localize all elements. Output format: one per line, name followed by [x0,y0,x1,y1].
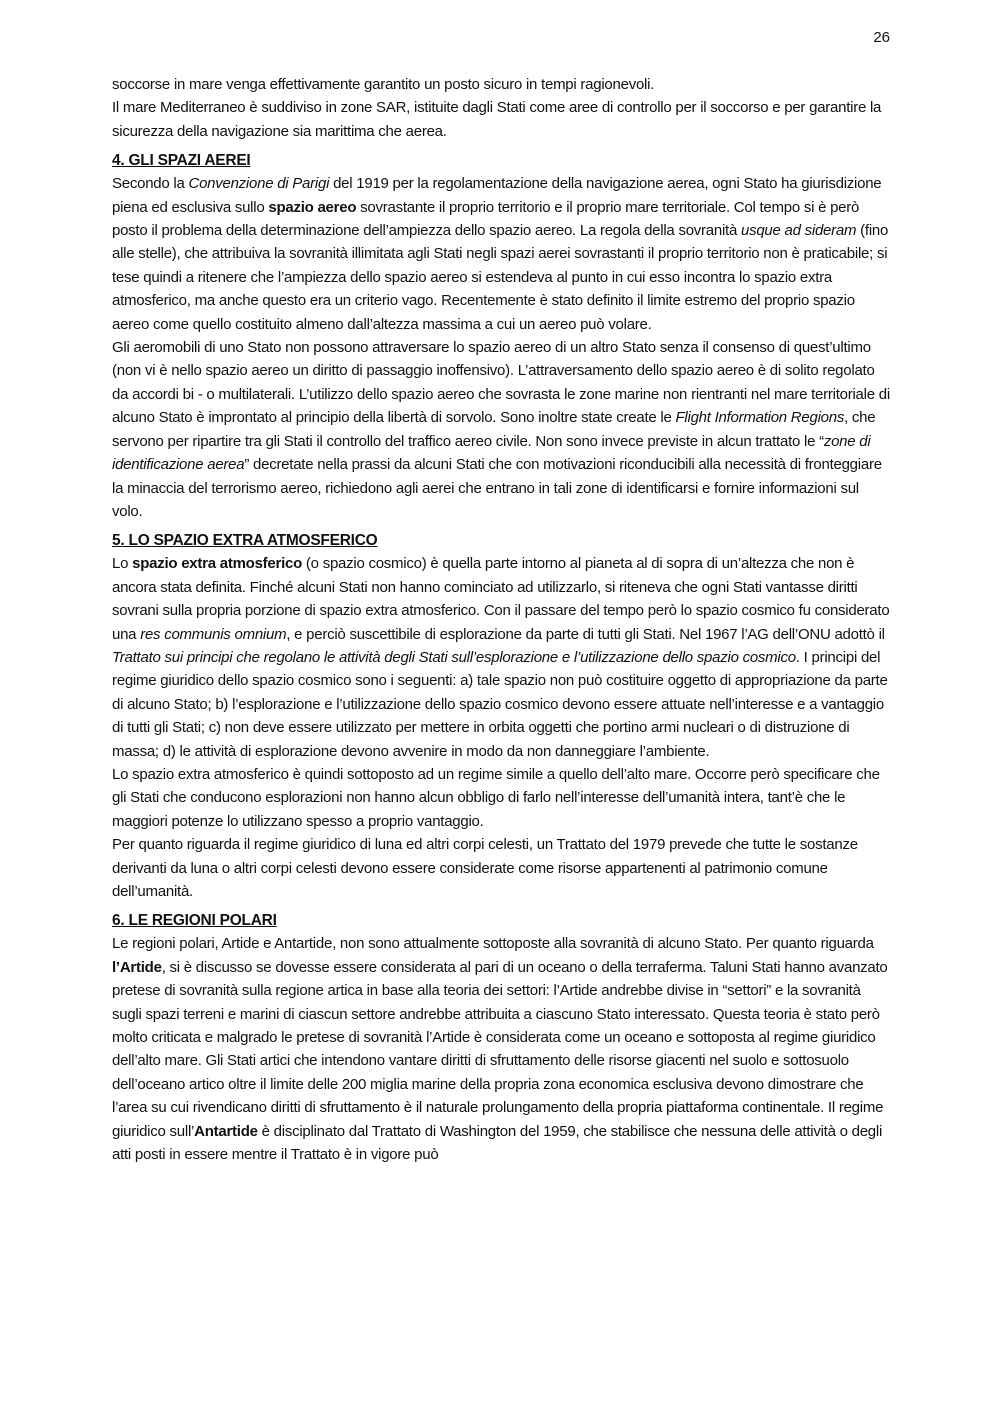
text-run: , si è discusso se dovesse essere considerata al pari di un oceano o della terraferma. Taluni Stati hanno avanzato pretese di sovranità sulla regione artica in base alla teoria dei settori: l’Artide andrebbe divise in “settori” e la sovranità sugli spazi terreni e marini di ciascun settore andrebbe attribuita a ciascuno Stato interessato. Questa teoria è stato però molto criticata e malgrado le pretese di sovranità l’Artide è considerata come un oceano e sottoposta al regime giuridico dell’alto mare. Gli Stati artici che intendono vantare diritti di sfruttamento delle risorse giacenti nel suolo e sottosuolo dell’oceano artico oltre il limite delle 200 miglia marine della propria zona economica esclusiva devono dimostrare che l’area su cui rivendicano diritti di sfruttamento è il naturale prolungamento della propria piattaforma continentale. Il regime giuridico sull’ [112,958,888,1140]
bold-text: Antartide [194,1122,258,1140]
text-run: , e perciò suscettibile di esplorazione da parte di tutti gli Stati. Nel 1967 l’AG dell’ONU adottò il [286,625,885,643]
section-heading [112,529,892,552]
paragraph [112,73,892,96]
text-run: 6. LE REGIONI POLARI [112,912,277,930]
italic-text: usque ad sideram [740,222,857,240]
text-run: soccorse in mare venga effettivamente garantito un posto sicuro in tempi ragionevoli. [112,76,655,93]
text-run: sovrastante il proprio territorio e il proprio mare territoriale. Col tempo si è però posto il problema della determinazione dell’ampiezza dello spazio aereo. La regola della sovranità [112,198,860,240]
paragraph [112,932,892,1166]
italic-text: zone di identificazione aerea [112,432,871,474]
section-heading [112,909,892,932]
italic-text: Trattato sui principi che regolano le attività degli Stati sull’esplorazione e l’utilizzazione dello spazio cosmico [112,648,796,666]
paragraph [112,336,892,523]
italic-text: Flight Information Regions [675,409,845,427]
text-run: Gli aeromobili di uno Stato non possono attraversare lo spazio aereo di un altro Stato senza il consenso di quest’ultimo (non vi è nello spazio aereo un diritto di passaggio inoffensivo). L’attraversamento dello spazio aereo è di solito regolato da accordi bi - o multilaterali. L’utilizzo dello spazio aereo che sovrasta le zone marine non rientranti nel mare territoriale di alcuno Stato è improntato al principio della libertà di sorvolo. Sono inoltre state create le [112,339,890,427]
paragraph [112,552,892,763]
text-run: . I principi del regime giuridico dello spazio cosmico sono i seguenti: a) tale spazio non può costituire oggetto di appropriazione da parte di alcuno Stato; b) l’esplorazione e l’utilizzazione dello spazio cosmico devono essere attuate nell’interesse e a vantaggio di tutti gli Stati; c) non deve essere utilizzato per mettere in orbita oggetti che portino armi nucleari o di distruzione di massa; d) le attività di esplorazione devono avvenire in modo da non danneggiare l’ambiente. [112,648,888,760]
section-heading [112,149,892,172]
paragraph [112,763,892,833]
text-run: 4. GLI SPAZI AEREI [112,152,251,170]
bold-text: spazio aereo [268,198,357,216]
text-run: (fino alle stelle), che attribuiva la sovranità illimitata agli Stati negli spazi aerei sovrastanti il proprio territorio non è praticabile; si tese quindi a ritenere che l’ampiezza dello spazio aereo si estendeva al punto in cui esso incontra lo spazio extra atmosferico, ma anche questo era un criterio vago. Recentemente è stato definito il limite estremo del proprio spazio aereo come quello costituito almeno dall’altezza massima a cui un aereo può volare. [112,222,889,333]
text-run: ” decretate nella prassi da alcuni Stati che con motivazioni riconducibili alla necessità di fronteggiare la minaccia del terrorismo aereo, richiedono agli aerei che entrano in tali zone di identificarsi e fornire informazioni sul volo. [112,456,882,520]
text-run: Il mare Mediterraneo è suddiviso in zone SAR, istituite dagli Stati come aree di controllo per il soccorso e per garantire la sicurezza della navigazione sia marittima che aerea. [112,99,882,140]
text-run: (o spazio cosmico) è quella parte intorno al pianeta al di sopra di un’altezza che non è ancora stata definita. Finché alcuni Stati non hanno cominciato ad utilizzarlo, si riteneva che ogni Stati vantasse diritti sovrani sulla propria porzione di spazio extra atmosferico. Con il passare del tempo però lo spazio cosmico fu considerato una [112,555,890,643]
italic-text: res communis omnium [140,625,287,643]
italic-text: Convenzione di Parigi [188,175,330,193]
text-run: è disciplinato dal Trattato di Washington del 1959, che stabilisce che nessuna delle attività o degli atti posti in essere mentre il Trattato è in vigore può [112,1122,883,1164]
text-run: Le regioni polari, Artide e Antartide, non sono attualmente sottoposte alla sovranità di alcuno Stato. Per quanto riguarda [112,935,874,953]
paragraph [112,172,892,336]
text-run: 5. LO SPAZIO EXTRA ATMOSFERICO [112,532,378,550]
text-run: Secondo la [112,175,189,193]
document-body [112,73,892,1166]
text-run: Per quanto riguarda il regime giuridico di luna ed altri corpi celesti, un Trattato del 1979 prevede che tutte le sostanze derivanti da luna o altri corpi celesti devono essere considerate come risorse appartenenti al patrimonio comune dell’umanità. [112,836,858,900]
paragraph [112,833,892,903]
page-number: 26 [873,29,890,46]
text-run: del 1919 per la regolamentazione della navigazione aerea, ogni Stato ha giurisdizione piena ed esclusiva sullo [112,175,882,216]
bold-text: l’Artide [112,958,162,976]
text-run: Lo [112,555,133,573]
text-run: , che servono per ripartire tra gli Stati il controllo del traffico aereo civile. Non sono invece previste in alcun trattato le “ [112,409,876,450]
text-run: Lo spazio extra atmosferico è quindi sottoposto ad un regime simile a quello dell’alto mare. Occorre però specificare che gli Stati che conducono esplorazioni non hanno alcun obbligo di farlo nell’interesse dell’umanità intera, tant’è che le maggiori potenze lo utilizzano spesso a proprio vantaggio. [112,765,880,830]
paragraph [112,96,892,143]
bold-text: spazio extra atmosferico [132,555,303,573]
